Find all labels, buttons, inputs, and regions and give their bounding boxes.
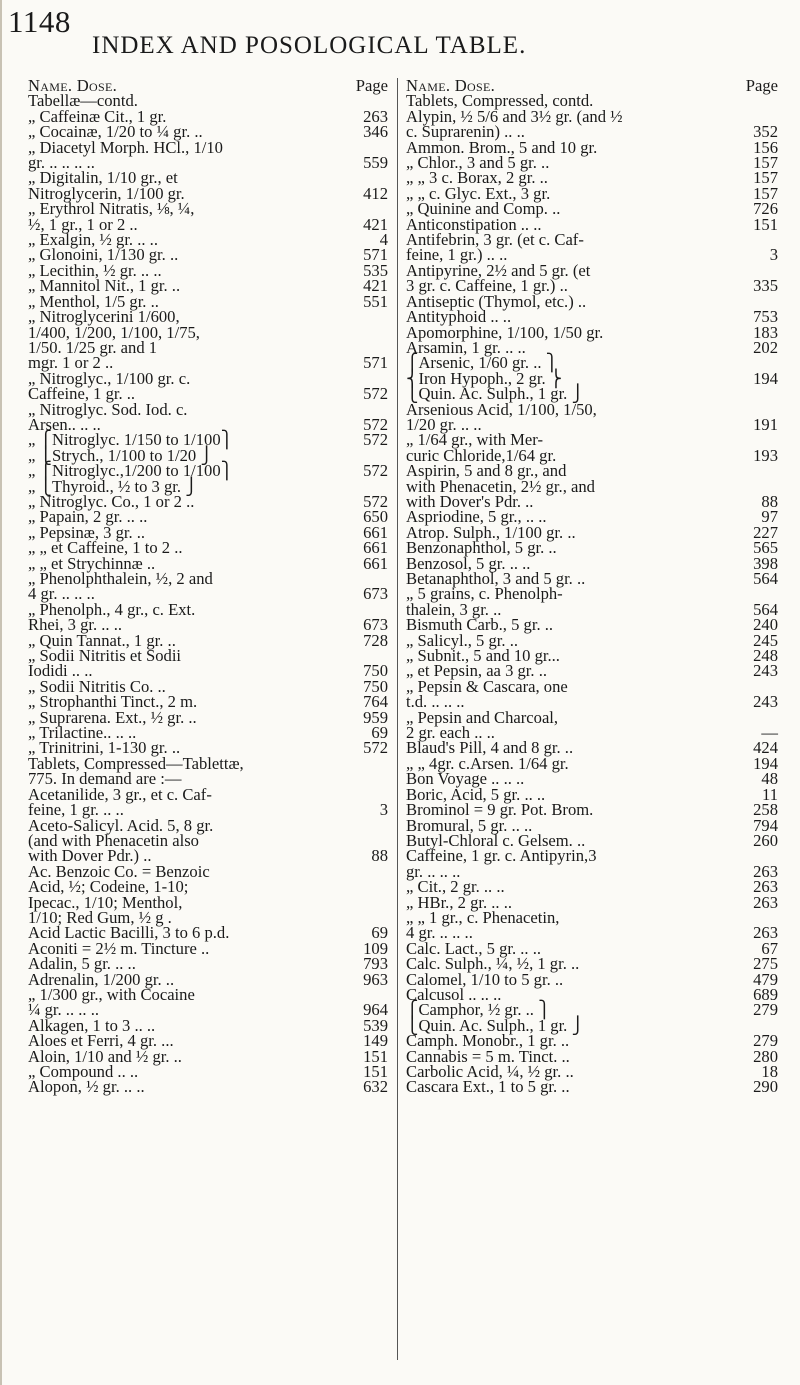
entry-page: 335: [753, 276, 778, 296]
entry-text: Acid, ½; Codeine, 1-10;: [28, 877, 189, 897]
entry-page: 156: [753, 137, 778, 157]
entry-page: 88: [371, 846, 388, 866]
entry-page: 479: [753, 969, 778, 989]
entry-page: 352: [753, 122, 778, 142]
entry-page: 279: [753, 1031, 778, 1051]
entry-text: Calc. Lact., 5 gr. .. ..: [406, 938, 542, 958]
entry-page: 551: [363, 291, 388, 311]
entry-text: „ Nitroglyc. Sod. Iod. c.: [28, 399, 188, 419]
entry-page: 421: [363, 276, 388, 296]
entry-page: 632: [363, 1077, 388, 1097]
entry-page: 571: [363, 353, 388, 373]
entry-text: „ Phenolphthalein, ½, 2 and: [28, 569, 213, 588]
entry-page: 794: [753, 815, 778, 835]
entry-text: Ac. Benzoic Co. = Benzoic: [28, 861, 210, 881]
entry-text: with Phenacetin, 2½ gr., and: [406, 476, 595, 496]
entry-page: 97: [761, 507, 778, 527]
entry-page: 572: [363, 461, 388, 481]
entry-text: (and with Phenacetin also: [28, 830, 199, 850]
entry-text: Bromural, 5 gr. .. ..: [406, 815, 533, 835]
entry-page: 151: [753, 214, 778, 234]
entry-page: 412: [363, 183, 388, 203]
entry-page: 202: [753, 337, 778, 357]
left-index-column: [28, 78, 388, 1095]
entry-text: Antityphoid .. ..: [406, 307, 512, 327]
entry-page: 3: [769, 245, 778, 265]
entry-text: „ ⎩Strych., 1/100 to 1/20 ⎭: [28, 445, 213, 465]
entry-page: 661: [363, 522, 388, 542]
entry-page: 157: [753, 168, 778, 188]
entry-text: with Dover Pdr.) ..: [28, 846, 152, 866]
entry-text: „ Quin Tannat., 1 gr. ..: [28, 630, 176, 650]
entry-page: 69: [371, 923, 388, 943]
entry-text: feine, 1 gr.) .. ..: [406, 245, 508, 265]
entry-page: 109: [363, 938, 388, 958]
entry-text: „ Chlor., 3 and 5 gr. ..: [406, 153, 550, 173]
entry-page: 263: [753, 923, 778, 943]
entry-text: Atrop. Sulph., 1/100 gr. ..: [406, 522, 576, 542]
entry-page: 572: [363, 414, 388, 434]
entry-page: 290: [753, 1077, 778, 1097]
entry-page: 572: [363, 430, 388, 450]
entry-page: 564: [753, 599, 778, 619]
entry-page: 963: [363, 969, 388, 989]
entry-text: „ Diacetyl Morph. HCl., 1/10: [28, 137, 223, 157]
index-entry: [406, 1077, 778, 1097]
entry-text: Blaud's Pill, 4 and 8 gr. ..: [406, 738, 574, 758]
entry-text: „ Phenolph., 4 gr., c. Ext.: [28, 599, 196, 619]
entry-text: Calc. Sulph., ¼, ½, 1 gr. ..: [406, 954, 580, 974]
entry-text: „ ⎧Nitroglyc.,1/200 to 1/100⎫: [28, 461, 234, 481]
entry-text: „ Digitalin, 1/10 gr., et: [28, 168, 178, 188]
entry-page: 263: [753, 861, 778, 881]
entry-text: Benzosol, 5 gr. .. ..: [406, 553, 531, 573]
entry-text: „ Cocainæ, 1/20 to ¼ gr. ..: [28, 122, 203, 142]
entry-text: Antiseptic (Thymol, etc.) ..: [406, 291, 587, 311]
entry-text: „ Suprarena. Ext., ½ gr. ..: [28, 707, 197, 727]
entry-text: Aspirin, 5 and 8 gr., and: [406, 461, 567, 481]
entry-page: Page: [745, 76, 778, 95]
running-title: INDEX AND POSOLOGICAL TABLE.: [92, 32, 527, 59]
entry-page: 11: [762, 784, 778, 804]
entry-text: 4 gr. .. .. ..: [406, 923, 473, 943]
entry-page: 258: [753, 800, 778, 820]
entry-text: Brominol = 9 gr. Pot. Brom.: [406, 800, 594, 820]
entry-text: „ Quinine and Comp. ..: [406, 199, 561, 219]
entry-page: 240: [753, 615, 778, 635]
entry-text: c. Suprarenin) .. ..: [406, 122, 525, 142]
entry-text: „ Exalgin, ½ gr. .. ..: [28, 230, 158, 250]
entry-page: 245: [753, 630, 778, 650]
entry-text: Adrenalin, 1/200 gr. ..: [28, 969, 175, 989]
entry-page: 559: [363, 153, 388, 173]
entry-text: „ „ et Strychinnæ ..: [28, 553, 156, 573]
entry-page: 535: [363, 260, 388, 280]
entry-text: Aspriodine, 5 gr., .. ..: [406, 507, 547, 527]
entry-page: 726: [753, 199, 778, 219]
entry-text: „ ⎧Nitroglyc. 1/150 to 1/100⎫: [28, 430, 234, 450]
entry-text: Alopon, ½ gr. .. ..: [28, 1077, 145, 1097]
entry-page: 964: [363, 1000, 388, 1020]
entry-text: 2 gr. each .. ..: [406, 723, 495, 743]
entry-page: 424: [753, 738, 778, 758]
entry-text: Antipyrine, 2½ and 5 gr. (et: [406, 260, 591, 280]
entry-text: ⎧Arsenic, 1/60 gr. .. ⎫: [406, 353, 559, 373]
entry-text: Tablets, Compressed—Tablettæ,: [28, 753, 244, 773]
entry-text: Calcusol .. .. ..: [406, 984, 502, 1004]
entry-page: 194: [753, 368, 778, 388]
index-entry: [406, 846, 778, 866]
entry-text: Ipecac., 1/10; Menthol,: [28, 892, 183, 912]
entry-text: Aceto-Salicyl. Acid. 5, 8 gr.: [28, 815, 214, 835]
entry-page: 398: [753, 553, 778, 573]
entry-page: 263: [753, 892, 778, 912]
entry-text: Carbolic Acid, ¼, ½ gr. ..: [406, 1062, 574, 1081]
page-header: [0, 4, 800, 64]
entry-text: Cascara Ext., 1 to 5 gr. ..: [406, 1077, 570, 1097]
entry-text: 1/50. 1/25 gr. and 1: [28, 337, 158, 357]
entry-text: Caffeine, 1 gr. c. Antipyrin,3: [406, 846, 597, 866]
index-entry: [28, 1077, 388, 1097]
entry-page: 572: [363, 738, 388, 758]
entry-text: Boric, Acid, 5 gr. .. ..: [406, 784, 546, 804]
entry-text: Butyl-Chloral c. Gelsem. ..: [406, 830, 586, 850]
entry-page: 565: [753, 538, 778, 558]
entry-page: 539: [363, 1015, 388, 1035]
entry-page: 69: [371, 723, 388, 743]
entry-text: „ „ 4gr. c.Arsen. 1/64 gr.: [406, 753, 569, 773]
entry-text: Arsamin, 1 gr. .. ..: [406, 337, 526, 357]
entry-page: 346: [363, 122, 388, 142]
entry-page: 279: [753, 1000, 778, 1020]
entry-page: Page: [355, 76, 388, 95]
entry-page: 157: [753, 183, 778, 203]
entry-text: Aconiti = 2½ m. Tincture ..: [28, 938, 210, 958]
entry-page: 194: [753, 753, 778, 773]
entry-text: „ Glonoini, 1/130 gr. ..: [28, 245, 179, 265]
right-index-column: [406, 78, 778, 1095]
entry-text: „ Sodii Nitritis Co. ..: [28, 676, 166, 696]
entry-page: 673: [363, 584, 388, 604]
entry-text: „ Pepsinæ, 3 gr. ..: [28, 522, 146, 542]
entry-text: 1/400, 1/200, 1/100, 1/75,: [28, 322, 200, 342]
entry-page: 48: [761, 769, 778, 789]
entry-page: 151: [363, 1062, 388, 1081]
entry-text: Bismuth Carb., 5 gr. ..: [406, 615, 554, 635]
entry-text: „ Erythrol Nitratis, ⅛, ¼,: [28, 199, 195, 219]
entry-page: 689: [753, 984, 778, 1004]
entry-text: ¼ gr. .. .. ..: [28, 1000, 99, 1020]
entry-text: „ et Pepsin, aa 3 gr. ..: [406, 661, 548, 681]
entry-text: „ ⎩Thyroid., ½ to 3 gr. ⎭: [28, 476, 198, 496]
entry-text: Cannabis = 5 m. Tinct. ..: [406, 1046, 570, 1066]
entry-page: 564: [753, 569, 778, 588]
entry-page: 243: [753, 692, 778, 712]
entry-text: „ Pepsin and Charcoal,: [406, 707, 559, 727]
entry-page: 183: [753, 322, 778, 342]
entry-text: 4 gr. .. .. ..: [28, 584, 95, 604]
entry-text: „ Menthol, 1/5 gr. ..: [28, 291, 159, 311]
entry-page: 750: [363, 661, 388, 681]
entry-text: Calomel, 1/10 to 5 gr. ..: [406, 969, 564, 989]
entry-page: 650: [363, 507, 388, 527]
entry-text: Antifebrin, 3 gr. (et c. Caf-: [406, 230, 584, 250]
entry-text: t.d. .. .. ..: [406, 692, 465, 712]
entry-text: Bon Voyage .. .. ..: [406, 769, 525, 789]
entry-page: 793: [363, 954, 388, 974]
column-divider: [397, 78, 398, 1360]
entry-page: 4: [379, 230, 388, 250]
entry-text: Adalin, 5 gr. .. ..: [28, 954, 136, 974]
entry-text: Camph. Monobr., 1 gr. ..: [406, 1031, 570, 1051]
entry-text: feine, 1 gr. .. ..: [28, 800, 124, 820]
entry-text: mgr. 1 or 2 ..: [28, 353, 114, 373]
entry-text: curic Chloride,1/64 gr.: [406, 445, 557, 465]
entry-text: „ „ 3 c. Borax, 2 gr. ..: [406, 168, 548, 188]
entry-text: „ Cit., 2 gr. .. ..: [406, 877, 505, 897]
entry-page: 248: [753, 646, 778, 666]
entry-page: 149: [363, 1031, 388, 1051]
entry-text: „ „ et Caffeine, 1 to 2 ..: [28, 538, 183, 558]
entry-text: Caffeine, 1 gr. ..: [28, 384, 136, 404]
entry-text: „ Strophanthi Tinct., 2 m.: [28, 692, 198, 712]
entry-text: „ Sodii Nitritis et Sodii: [28, 646, 182, 666]
entry-page: 673: [363, 615, 388, 635]
entry-text: „ 1/300 gr., with Cocaine: [28, 984, 195, 1004]
entry-page: 571: [363, 245, 388, 265]
entry-text: „ „ c. Glyc. Ext., 3 gr.: [406, 183, 551, 203]
entry-text: Apomorphine, 1/100, 1/50 gr.: [406, 322, 604, 342]
entry-text: Benzonaphthol, 5 gr. ..: [406, 538, 557, 558]
entry-text: Alkagen, 1 to 3 .. ..: [28, 1015, 156, 1035]
entry-text: Arsenious Acid, 1/100, 1/50,: [406, 399, 597, 419]
entry-text: gr. .. .. ..: [406, 861, 461, 881]
page-edge: [0, 0, 2, 1385]
entry-page: 67: [761, 938, 778, 958]
entry-page: 157: [753, 153, 778, 173]
entry-text: Betanaphthol, 3 and 5 gr. ..: [406, 569, 586, 588]
entry-text: Aloes et Ferri, 4 gr. ...: [28, 1031, 174, 1051]
entry-text: Rhei, 3 gr. .. ..: [28, 615, 123, 635]
entry-text: thalein, 3 gr. ..: [406, 599, 502, 619]
entry-text: Iodidi .. ..: [28, 661, 93, 681]
entry-page: 753: [753, 307, 778, 327]
entry-text: with Dover's Pdr. ..: [406, 491, 534, 511]
entry-text: ⎩Quin. Ac. Sulph., 1 gr. ⎭: [406, 1015, 584, 1035]
entry-text: Name. Dose.: [406, 76, 496, 95]
entry-text: 1/20 gr. .. ..: [406, 414, 482, 434]
entry-text: „ „ 1 gr., c. Phenacetin,: [406, 907, 560, 927]
entry-text: Nitroglycerin, 1/100 gr.: [28, 183, 185, 203]
entry-page: 263: [753, 877, 778, 897]
entry-text: ⎨Iron Hypoph., 2 gr. ⎬: [406, 368, 563, 388]
entry-text: „ Compound .. ..: [28, 1062, 139, 1081]
entry-page: 18: [761, 1062, 778, 1081]
entry-page: 750: [363, 676, 388, 696]
entry-text: Acetanilide, 3 gr., et c. Caf-: [28, 784, 212, 804]
entry-page: 959: [363, 707, 388, 727]
entry-page: 3: [379, 800, 388, 820]
entry-text: „ Nitroglycerini 1/600,: [28, 307, 180, 327]
entry-page: —: [761, 723, 778, 743]
entry-text: „ Nitroglyc., 1/100 gr. c.: [28, 368, 191, 388]
entry-page: 88: [761, 491, 778, 511]
entry-page: 227: [753, 522, 778, 542]
entry-page: 661: [363, 538, 388, 558]
entry-text: 1/10; Red Gum, ½ g .: [28, 907, 172, 927]
entry-text: Name. Dose.: [28, 76, 118, 95]
entry-text: „ 5 grains, c. Phenolph-: [406, 584, 563, 604]
entry-text: Ammon. Brom., 5 and 10 gr.: [406, 137, 598, 157]
entry-page: 572: [363, 384, 388, 404]
page-number: 1148: [8, 4, 71, 39]
entry-text: „ HBr., 2 gr. .. ..: [406, 892, 513, 912]
entry-text: Tablets, Compressed, contd.: [406, 91, 594, 111]
entry-text: 775. In demand are :—: [28, 769, 182, 789]
entry-page: 243: [753, 661, 778, 681]
entry-page: 728: [363, 630, 388, 650]
entry-text: „ Trilactine.. .. ..: [28, 723, 137, 743]
entry-text: ⎩Quin. Ac. Sulph., 1 gr. ⎭: [406, 384, 584, 404]
entry-text: „ Nitroglyc. Co., 1 or 2 ..: [28, 491, 195, 511]
entry-page: 260: [753, 830, 778, 850]
entry-text: Anticonstipation .. ..: [406, 214, 542, 234]
entry-text: „ Papain, 2 gr. .. ..: [28, 507, 148, 527]
entry-text: Arsen.. .. ..: [28, 414, 101, 434]
entry-text: ⎧Camphor, ½ gr. .. ⎫: [406, 1000, 551, 1020]
entry-text: ½, 1 gr., 1 or 2 ..: [28, 214, 138, 234]
entry-page: 191: [753, 414, 778, 434]
entry-text: 3 gr. c. Caffeine, 1 gr.) ..: [406, 276, 568, 296]
entry-text: Acid Lactic Bacilli, 3 to 6 p.d.: [28, 923, 230, 943]
entry-text: „ Lecithin, ½ gr. .. ..: [28, 260, 162, 280]
entry-text: „ Trinitrini, 1-130 gr. ..: [28, 738, 181, 758]
entry-text: „ Caffeinæ Cit., 1 gr.: [28, 106, 167, 126]
entry-text: „ Pepsin & Cascara, one: [406, 676, 568, 696]
entry-text: gr. .. .. .. ..: [28, 153, 95, 173]
entry-page: 193: [753, 445, 778, 465]
entry-page: 263: [363, 106, 388, 126]
entry-text: Tabellæ—contd.: [28, 91, 138, 111]
entry-page: 421: [363, 214, 388, 234]
entry-page: 275: [753, 954, 778, 974]
entry-text: „ Salicyl., 5 gr. ..: [406, 630, 518, 650]
entry-page: 572: [363, 491, 388, 511]
entry-text: Aloin, 1/10 and ½ gr. ..: [28, 1046, 182, 1066]
entry-page: 280: [753, 1046, 778, 1066]
entry-page: 764: [363, 692, 388, 712]
entry-text: Alypin, ½ 5/6 and 3½ gr. (and ½: [406, 106, 623, 126]
entry-page: 151: [363, 1046, 388, 1066]
entry-text: „ Mannitol Nit., 1 gr. ..: [28, 276, 181, 296]
entry-text: „ Subnit., 5 and 10 gr...: [406, 646, 560, 666]
entry-text: „ 1/64 gr., with Mer-: [406, 430, 544, 450]
entry-page: 661: [363, 553, 388, 573]
